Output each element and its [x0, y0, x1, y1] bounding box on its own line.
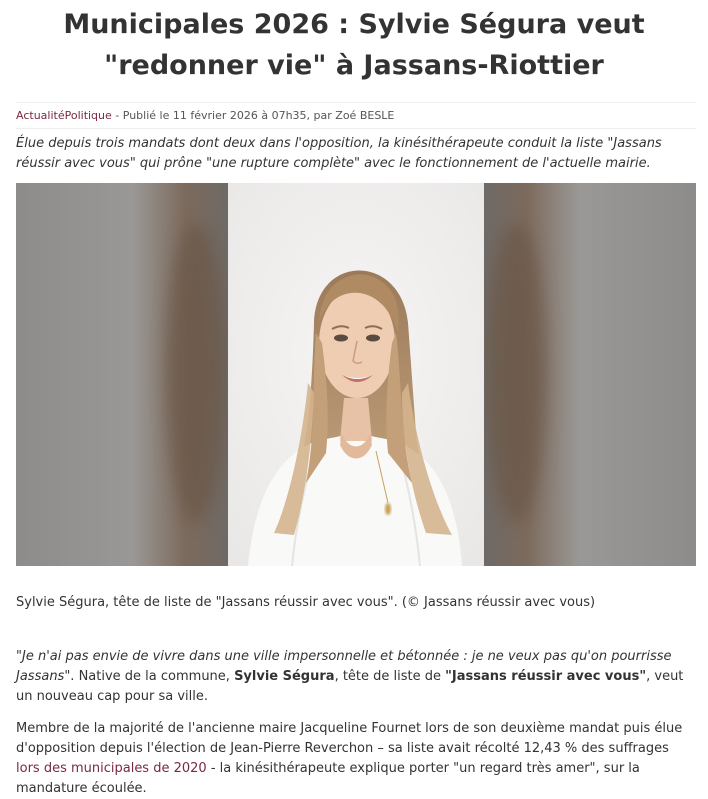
portrait-illustration [16, 183, 696, 566]
article-photo [16, 183, 696, 566]
article-lead: Élue depuis trois mandats dont deux dans l'opposition, la kinésithérapeute conduit la liste "Jassans réussir avec vous" qui prône "une rupture complète" avec le fonctionnement de l'actuelle mairie. [16, 136, 662, 171]
category-link-politique[interactable]: Politique [64, 109, 112, 122]
article-title-line-1: Municipales 2026 : Sylvie Ségura veut [63, 9, 645, 40]
photo-caption: Sylvie Ségura, tête de liste de "Jassans réussir avec vous". (© Jassans réussir avec vous) [16, 595, 596, 610]
article-title-line-2: "redonner vie" à Jassans-Riottier [104, 50, 604, 81]
paragraph-2-text-b: - la kinésithérapeute explique porter "un regard très amer", sur la mandature écoulée. [16, 761, 640, 796]
category-link-actualite[interactable]: Actualité [16, 109, 65, 122]
paragraph-1-text-b: , tête de liste de [334, 669, 446, 684]
quote-text: Je n'ai pas envie de vivre dans une ville impersonnelle et bétonnée : je ne veux pas qu'on pourrisse Jassans [16, 649, 672, 684]
article-meta [16, 102, 696, 129]
paragraph-1-text-a: ". Native de la commune, [64, 669, 235, 684]
list-name: "Jassans réussir avec vous" [445, 669, 647, 684]
paragraph-1-text-c: , veut un nouveau cap pour sa ville. [16, 669, 684, 704]
candidate-name: Sylvie Ségura [234, 669, 335, 684]
municipales-2020-link[interactable]: lors des municipales de 2020 [16, 761, 207, 776]
paragraph-2-text-a: Membre de la majorité de l'ancienne maire Jacqueline Fournet lors de son deuxième mandat puis élue d'opposition depuis l'élection de Jean-Pierre Reverchon – sa liste avait récolté 12,43 % des suffrages [16, 721, 683, 756]
article-title [20, 4, 688, 86]
article-paragraph-2 [16, 719, 696, 799]
quote-marks: " [16, 649, 22, 664]
article-paragraph-1 [16, 647, 696, 707]
publication-info: - Publié le 11 février 2026 à 07h35, par Zoé BESLE [111, 109, 395, 122]
